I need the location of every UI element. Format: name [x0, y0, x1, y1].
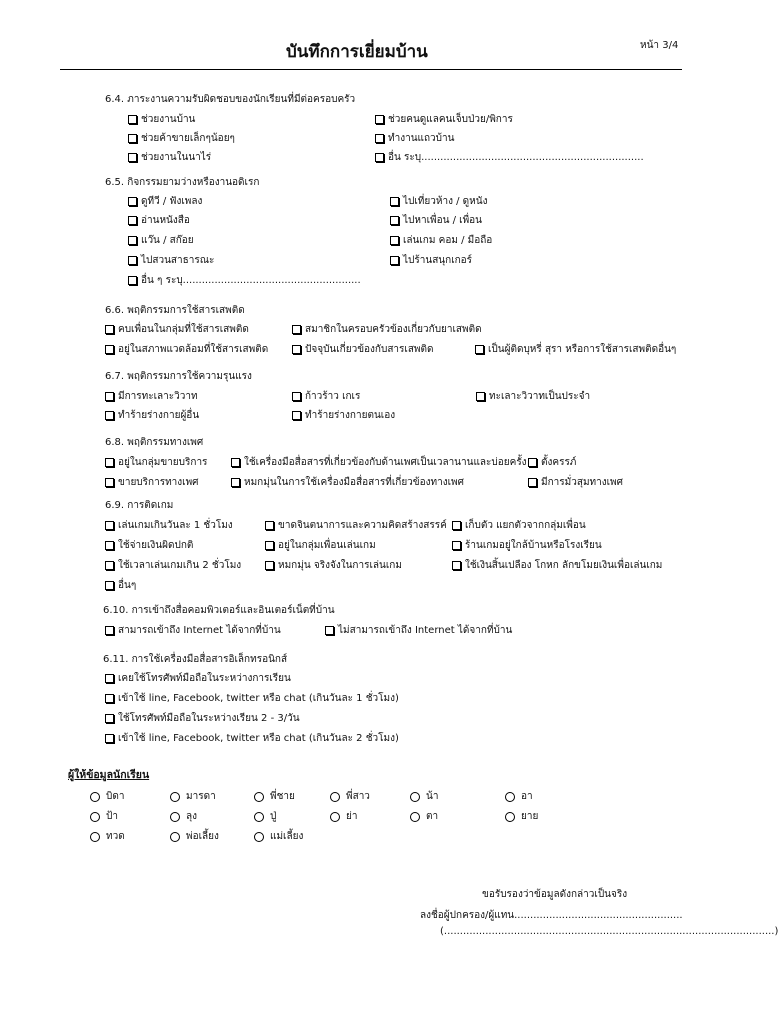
radio-option[interactable]: พี่สาว — [330, 789, 370, 804]
informant-heading: ผู้ให้ข้อมูลนักเรียน — [68, 769, 150, 781]
checkbox-option-other[interactable]: อื่น ระบุ...................................................................... — [375, 150, 644, 165]
radio-circle[interactable] — [90, 832, 100, 842]
section-heading: 6.5. กิจกรรมยามว่างหรืองานอดิเรก — [105, 177, 260, 188]
checkbox-box[interactable] — [528, 458, 537, 467]
checkbox-box[interactable] — [105, 392, 114, 401]
checkbox-box[interactable] — [128, 134, 137, 143]
checkbox-box[interactable] — [105, 541, 114, 550]
checkbox-box[interactable] — [105, 521, 114, 530]
checkbox-option[interactable]: ทำร้ายร่างกายตนเอง — [292, 408, 395, 423]
checkbox-option[interactable]: ขายบริการทางเพศ — [105, 475, 199, 490]
checkbox-box[interactable] — [390, 216, 399, 225]
checkbox-option[interactable]: สมาชิกในครอบครัวข้องเกี่ยวกับยาเสพติด — [292, 322, 482, 337]
section-heading: 6.10. การเข้าถึงสื่อคอมพิวเตอร์และอินเตอร์เน็ตที่บ้าน — [103, 605, 335, 616]
checkbox-option[interactable]: เล่นเกมเกินวันละ 1 ชั่วโมง — [105, 518, 233, 533]
radio-option[interactable]: อา — [505, 789, 533, 804]
radio-circle[interactable] — [90, 812, 100, 822]
checkbox-box[interactable] — [292, 392, 301, 401]
checkbox-box[interactable] — [105, 458, 114, 467]
radio-option[interactable]: ยาย — [505, 809, 538, 824]
checkbox-option[interactable]: เข้าใช้ line, Facebook, twitter หรือ chat (เกินวันละ 2 ชั่วโมง) — [105, 731, 399, 746]
checkbox-box[interactable] — [231, 478, 240, 487]
checkbox-box[interactable] — [390, 256, 399, 265]
checkbox-box[interactable] — [128, 216, 137, 225]
checkbox-box[interactable] — [105, 581, 114, 590]
radio-circle[interactable] — [254, 812, 264, 822]
radio-option[interactable]: ทวด — [90, 829, 125, 844]
checkbox-option[interactable]: มีการทะเลาะวิวาท — [105, 389, 198, 404]
checkbox-option[interactable]: ใช้เครื่องมือสื่อสารที่เกี่ยวข้องกับด้านเพศเป็นเวลานานและบ่อยครั้ง — [231, 455, 527, 470]
section-heading: 6.7. พฤติกรรมการใช้ความรุนแรง — [105, 371, 252, 382]
checkbox-option[interactable]: อยู่ในกลุ่มขายบริการ — [105, 455, 207, 470]
checkbox-option[interactable]: อยู่ในสภาพแวดล้อมที่ใช้สารเสพติด — [105, 342, 268, 357]
checkbox-option[interactable]: ก้าวร้าว เกเร — [292, 389, 360, 404]
checkbox-box[interactable] — [528, 478, 537, 487]
checkbox-option[interactable]: เป็นผู้ติดบุหรี่ สุรา หรือการใช้สารเสพติดอื่นๆ — [475, 342, 676, 357]
checkbox-option-other[interactable]: อื่น ๆ ระบุ........................................................ — [128, 273, 361, 288]
checkbox-box[interactable] — [105, 345, 114, 354]
section-heading: 6.6. พฤติกรรมการใช้สารเสพติด — [105, 305, 245, 316]
checkbox-option[interactable]: ช่วยค้าขายเล็กๆน้อยๆ — [128, 131, 235, 146]
section-heading: 6.8. พฤติกรรมทางเพศ — [105, 437, 204, 448]
checkbox-option[interactable]: ไม่สามารถเข้าถึง Internet ได้จากที่บ้าน — [325, 623, 512, 638]
checkbox-option[interactable]: ดูทีวี / ฟังเพลง — [128, 194, 202, 209]
checkbox-box[interactable] — [452, 541, 461, 550]
checkbox-box[interactable] — [375, 115, 384, 124]
radio-circle[interactable] — [170, 832, 180, 842]
radio-option[interactable]: แม่เลี้ยง — [254, 829, 303, 844]
radio-option[interactable]: พี่ชาย — [254, 789, 295, 804]
checkbox-box[interactable] — [292, 411, 301, 420]
checkbox-option[interactable]: อ่านหนังสือ — [128, 213, 190, 228]
checkbox-option[interactable]: ใช้เงินสิ้นเปลือง โกหก ลักขโมยเงินเพื่อเล่นเกม — [452, 558, 662, 573]
checkbox-option[interactable]: ใช้โทรศัพท์มือถือในระหว่างเรียน 2 - 3/วัน — [105, 711, 300, 726]
radio-circle[interactable] — [254, 792, 264, 802]
checkbox-option[interactable]: ช่วยงานบ้าน — [128, 112, 195, 127]
radio-circle[interactable] — [330, 792, 340, 802]
checkbox-box[interactable] — [128, 236, 137, 245]
checkbox-option[interactable]: ทำร้ายร่างกายผู้อื่น — [105, 408, 199, 423]
radio-circle[interactable] — [505, 812, 515, 822]
checkbox-box[interactable] — [105, 411, 114, 420]
checkbox-option[interactable]: ร้านเกมอยู่ใกล้บ้านหรือโรงเรียน — [452, 538, 602, 553]
radio-circle[interactable] — [410, 812, 420, 822]
radio-option[interactable]: บิดา — [90, 789, 124, 804]
checkbox-option[interactable]: หมกมุ่นในการใช้เครื่องมือสื่อสารที่เกี่ยวข้องทางเพศ — [231, 475, 464, 490]
page-title: บันทึกการเยี่ยมบ้าน — [286, 42, 428, 62]
page-number: หน้า 3/4 — [640, 40, 679, 51]
radio-option[interactable]: ตา — [410, 809, 438, 824]
checkbox-box[interactable] — [105, 694, 114, 703]
checkbox-box[interactable] — [105, 674, 114, 683]
radio-option[interactable]: พ่อเลี้ยง — [170, 829, 219, 844]
radio-circle[interactable] — [90, 792, 100, 802]
checkbox-box[interactable] — [452, 561, 461, 570]
radio-option[interactable]: ปู่ — [254, 809, 276, 824]
checkbox-box[interactable] — [292, 345, 301, 354]
checkbox-option[interactable]: คบเพื่อนในกลุ่มที่ใช้สารเสพติด — [105, 322, 249, 337]
checkbox-option[interactable]: ใช้จ่ายเงินผิดปกติ — [105, 538, 193, 553]
checkbox-box[interactable] — [265, 561, 274, 570]
checkbox-box[interactable] — [325, 626, 334, 635]
radio-circle[interactable] — [330, 812, 340, 822]
checkbox-box[interactable] — [105, 734, 114, 743]
checkbox-option[interactable]: เคยใช้โทรศัพท์มือถือในระหว่างการเรียน — [105, 671, 291, 686]
checkbox-box[interactable] — [128, 197, 137, 206]
checkbox-box[interactable] — [128, 153, 137, 162]
checkbox-option[interactable]: ทำงานแถวบ้าน — [375, 131, 454, 146]
certification-text: ขอรับรองว่าข้อมูลดังกล่าวเป็นจริง — [482, 889, 628, 900]
radio-circle[interactable] — [170, 792, 180, 802]
radio-option[interactable]: ย่า — [330, 809, 357, 824]
checkbox-option-other[interactable]: อื่นๆ — [105, 578, 136, 593]
checkbox-box[interactable] — [105, 478, 114, 487]
checkbox-box[interactable] — [128, 115, 137, 124]
checkbox-box[interactable] — [475, 345, 484, 354]
checkbox-option[interactable]: อยู่ในกลุ่มเพื่อนเล่นเกม — [265, 538, 376, 553]
radio-circle[interactable] — [254, 832, 264, 842]
checkbox-option[interactable]: ช่วยงานในนาไร่ — [128, 150, 211, 165]
checkbox-option[interactable]: มีการมั่วสุมทางเพศ — [528, 475, 623, 490]
guardian-signature-line[interactable]: ลงชื่อผู้ปกครอง/ผู้แทน..................................................... — [420, 910, 683, 921]
checkbox-option[interactable]: เก็บตัว แยกตัวจากกลุ่มเพื่อน — [452, 518, 586, 533]
checkbox-box[interactable] — [105, 714, 114, 723]
checkbox-option[interactable]: ช่วยคนดูแลคนเจ็บป่วย/พิการ — [375, 112, 513, 127]
radio-circle[interactable] — [170, 812, 180, 822]
checkbox-option[interactable]: เข้าใช้ line, Facebook, twitter หรือ chat (เกินวันละ 1 ชั่วโมง) — [105, 691, 399, 706]
checkbox-option[interactable]: ตั้งครรภ์ — [528, 455, 576, 470]
checkbox-box[interactable] — [265, 541, 274, 550]
checkbox-option[interactable]: เล่นเกม คอม / มือถือ — [390, 233, 492, 248]
checkbox-box[interactable] — [105, 626, 114, 635]
checkbox-box[interactable] — [128, 256, 137, 265]
section-heading: 6.4. ภาระงานความรับผิดชอบของนักเรียนที่มีต่อครอบครัว — [105, 94, 356, 105]
checkbox-option[interactable]: ขาดจินตนาการและความคิดสร้างสรรค์ — [265, 518, 447, 533]
radio-option[interactable]: ป้า — [90, 809, 118, 824]
checkbox-box[interactable] — [231, 458, 240, 467]
radio-circle[interactable] — [505, 792, 515, 802]
radio-option[interactable]: น้า — [410, 789, 438, 804]
radio-circle[interactable] — [410, 792, 420, 802]
checkbox-option[interactable]: ไปสวนสาธารณะ — [128, 253, 214, 268]
radio-option[interactable]: ลุง — [170, 809, 197, 824]
header-divider — [60, 69, 682, 70]
checkbox-option[interactable]: ไปหาเพื่อน / เพื่อน — [390, 213, 482, 228]
checkbox-box[interactable] — [390, 197, 399, 206]
checkbox-option[interactable]: สามารถเข้าถึง Internet ได้จากที่บ้าน — [105, 623, 281, 638]
checkbox-option[interactable]: ใช้เวลาเล่นเกมเกิน 2 ชั่วโมง — [105, 558, 241, 573]
checkbox-option[interactable]: หมกมุ่น จริงจังในการเล่นเกม — [265, 558, 402, 573]
checkbox-box[interactable] — [105, 561, 114, 570]
radio-option[interactable]: มารดา — [170, 789, 216, 804]
section-heading: 6.9. การติดเกม — [105, 500, 174, 511]
checkbox-box[interactable] — [375, 134, 384, 143]
checkbox-option[interactable]: ไปร้านสนุกเกอร์ — [390, 253, 472, 268]
checkbox-box[interactable] — [292, 325, 301, 334]
checkbox-option[interactable]: แว๊น / สก๊อย — [128, 233, 194, 248]
checkbox-box[interactable] — [265, 521, 274, 530]
section-heading: 6.11. การใช้เครื่องมือสื่อสารอิเล็กทรอนิกส์ — [103, 654, 288, 665]
guardian-name-line[interactable]: (........................................................................................................) — [440, 926, 778, 937]
checkbox-box[interactable] — [375, 153, 384, 162]
checkbox-box[interactable] — [105, 325, 114, 334]
checkbox-box[interactable] — [452, 521, 461, 530]
checkbox-box[interactable] — [476, 392, 485, 401]
checkbox-option[interactable]: ทะเลาะวิวาทเป็นประจำ — [476, 389, 590, 404]
checkbox-box[interactable] — [128, 276, 137, 285]
checkbox-option[interactable]: ไปเที่ยวห้าง / ดูหนัง — [390, 194, 487, 209]
checkbox-box[interactable] — [390, 236, 399, 245]
checkbox-option[interactable]: ปัจจุบันเกี่ยวข้องกับสารเสพติด — [292, 342, 434, 357]
